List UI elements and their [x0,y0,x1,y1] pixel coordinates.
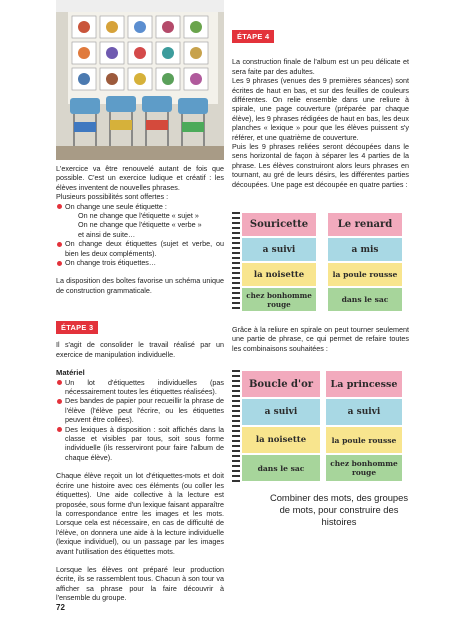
step4-p1: La construction finale de l'album est un peu délicate et sera faite par des adultes. [232,57,409,76]
materiel-item: Un lot d'étiquettes individuelles (pas nécessairement toutes les étiquettes réalisées). [56,378,224,397]
spiral-binding [232,370,240,482]
spiral-binding [232,212,240,312]
album-right-page [328,212,402,312]
classroom-photo [56,0,224,160]
left-column-top [56,164,224,295]
card-object: la noisette [242,427,320,453]
album-page-diagram-1 [232,212,404,312]
page-number: 72 [56,603,65,612]
album-left-page [242,212,316,312]
sub-option: On ne change que l'étiquette « sujet » [78,211,199,221]
card-subject: Le renard [328,213,402,236]
step4-section [232,30,409,189]
album-right-page [326,370,402,482]
option-item: On change trois étiquettes… [56,258,224,267]
step3-text: Il s'agit de consolider le travail réalisé par un exercice de manipulation individuelle. [56,340,224,359]
card-subject: Souricette [242,213,316,236]
step3-tag: ÉTAPE 3 [56,321,98,334]
card-place: chez bonhomme rouge [326,455,402,481]
sub-option: On ne change que l'étiquette « verbe » [78,220,202,230]
step4-tag: ÉTAPE 4 [232,30,274,43]
step4-p2: Les 9 phrases (venues des 9 premières séances) sont écrites de haut en bas, et sur des feuilles de couleurs différentes. On relie ensemble dans une reliure à spirale, une page couverture (préparée par chaque élève), les 9 phrases rédigées de haut en bas, les deux planches « lexique » pour que les élèves puissent s'y référer, et une quatrième de couverture. [232,76,409,142]
materiel-item: Des bandes de papier pour recueillir la phrase de l'élève (l'élève peut l'écrire, ou les étiquettes peuvent être collées). [56,396,224,424]
intro-paragraph: L'exercice va être renouvelé autant de fois que possible. C'est un exercice ludique et créatif : les élèves inventent de nouvelles phrases. [56,164,224,192]
spiral-paragraph: Grâce à la reliure en spirale on peut tourner seulement une partie de phrase, ce qui permet de refaire toutes les combinaisons souhaitées : [232,325,409,353]
album-page-diagram-2 [232,370,404,482]
paragraph-lot: Chaque élève reçoit un lot d'étiquettes-mots et doit écrire une histoire avec ces éléments (ou coller les étiquettes). Une aide collective à la lecture est proposée, sous forme d'un lexique faisant apparaître la correspondance entre les images et les mots. Lorsque cela est nécessaire, en cas de difficulté de l'élève, on donnera une aide à la lecture individuelle (lexique individuel), ou un passage par les images avant l'utilisation des étiquettes mots. [56,471,224,556]
card-verb: a suivi [242,238,316,261]
card-verb: a suivi [242,399,320,425]
options-list [56,202,224,211]
materiel-list [56,378,224,463]
step3-section [56,321,224,603]
card-subject: Boucle d'or [242,371,320,397]
card-object: la poule rousse [326,427,402,453]
card-place: dans le sac [242,455,320,481]
card-object: la noisette [242,263,316,286]
materiel-item: Des lexiques à disposition : soit affichés dans la classe et visibles par tous, soit sous forme individuelle (ils resserviront pour faire l'album de chaque élève). [56,425,224,463]
options-title: Plusieurs possibilités sont offertes : [56,192,169,202]
card-object: la poule rousse [328,263,402,286]
options-list-2 [56,239,224,267]
materiel-title: Matériel [56,368,85,378]
card-verb: a mis [328,238,402,261]
sub-option: et ainsi de suite… [78,229,136,239]
option-item: On change une seule étiquette : [56,202,224,211]
spiral-paragraph-block [232,325,409,353]
album-left-page [242,370,320,482]
disposition-paragraph: La disposition des boîtes favorise un schéma unique de construction grammaticale. [56,276,224,295]
card-place: dans le sac [328,288,402,311]
card-verb: a suivi [326,399,402,425]
card-place: chez bonhomme rouge [242,288,316,311]
option-item: On change deux étiquettes (sujet et verbe, ou bien les deux compléments). [56,239,224,258]
paragraph-rassemblement: Lorsque les élèves ont préparé leur production écrite, ils se rassemblent tous. Chacun à son tour va afficher sa phrase pour la faire découvrir à l'ensemble du groupe. [56,564,224,603]
card-subject: La princesse [326,371,402,397]
combiner-caption: Combiner des mots, des groupes de mots, pour construire des histoires [269,492,409,527]
step4-p3: Puis les 9 phrases reliées seront découpées dans le sens horizontal de façon à séparer les 4 parties de la phrase. Les élèves construiront alors leurs phrases en tournant, au gré de leurs désirs, les différentes parties découpées. Une page est découpée en quatre parties : [232,142,409,189]
